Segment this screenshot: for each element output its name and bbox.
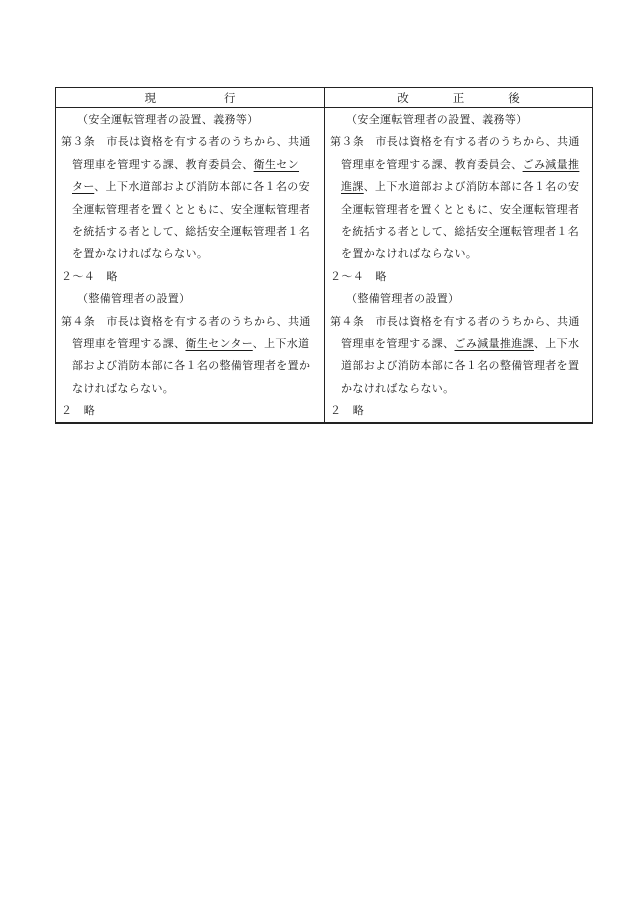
underlined-text: ごみ減量推 (522, 157, 580, 171)
underlined-text: 衛生セン (253, 157, 300, 171)
article3-line: を置かなければならない。 (72, 247, 209, 261)
omit-paragraphs-2-4: ２～４ 略 (330, 269, 387, 283)
article3-line: 管理車を管理する課、教育委員会、衛生セン (72, 157, 300, 171)
article3-line: 第３条 市長は資格を有する者のうちから、共通 (61, 135, 311, 149)
underlined-text: ター (72, 180, 95, 194)
article3-line: 全運転管理者を置くとともに、安全運転管理者 (72, 202, 311, 216)
underlined-text: 衛生センター (185, 336, 253, 350)
article3-line: ター、上下水道部および消防本部に各１名の安 (72, 180, 310, 194)
current-column (56, 108, 324, 422)
article3-line: を統括する者として、総括安全運転管理者１名 (341, 224, 580, 238)
underlined-text: ごみ減量推進課 (454, 336, 534, 350)
header-current (56, 88, 324, 107)
article3-caption: （安全運転管理者の設置、義務等） (77, 113, 259, 126)
article4-caption: （整備管理者の設置） (77, 292, 191, 306)
omit-paragraph-2: ２ 略 (61, 404, 96, 418)
table-header (56, 88, 592, 108)
article4-line: 道部および消防本部に各１名の整備管理者を置 (341, 359, 580, 373)
article4-line: かなければならない。 (341, 381, 455, 395)
article4-line: 管理車を管理する課、衛生センター、上下水道 (72, 336, 310, 350)
article4-line: 部および消防本部に各１名の整備管理者を置か (72, 359, 311, 373)
header-current-char: 現 (144, 90, 156, 105)
article3-line: 全運転管理者を置くとともに、安全運転管理者 (341, 202, 580, 216)
header-revised-char: 正 (452, 90, 465, 105)
table-body (56, 108, 592, 422)
article3-line: を統括する者として、総括安全運転管理者１名 (72, 224, 311, 238)
header-current-char: 行 (224, 90, 236, 105)
article4-caption: （整備管理者の設置） (346, 292, 460, 306)
article3-caption: （安全運転管理者の設置、義務等） (346, 113, 528, 126)
header-revised-char: 改 (397, 90, 409, 105)
article3-line: 第３条 市長は資格を有する者のうちから、共通 (330, 135, 580, 149)
article4-line: なければならない。 (72, 381, 175, 395)
omit-paragraph-2: ２ 略 (330, 404, 365, 418)
header-revised (324, 88, 592, 107)
article3-line: を置かなければならない。 (341, 247, 478, 261)
comparison-table (55, 87, 593, 424)
article3-line: 進課、上下水道部および消防本部に各１名の安 (341, 180, 580, 194)
article3-line: 管理車を管理する課、教育委員会、ごみ減量推 (341, 157, 580, 171)
omit-paragraphs-2-4: ２～４ 略 (61, 269, 118, 283)
article4-line: 第４条 市長は資格を有する者のうちから、共通 (330, 314, 580, 328)
underlined-text: 進課 (341, 180, 364, 194)
header-revised-char: 後 (508, 90, 520, 105)
revised-column (324, 108, 592, 422)
article4-line: 管理車を管理する課、ごみ減量推進課、上下水 (341, 336, 580, 350)
article4-line: 第４条 市長は資格を有する者のうちから、共通 (61, 314, 311, 328)
